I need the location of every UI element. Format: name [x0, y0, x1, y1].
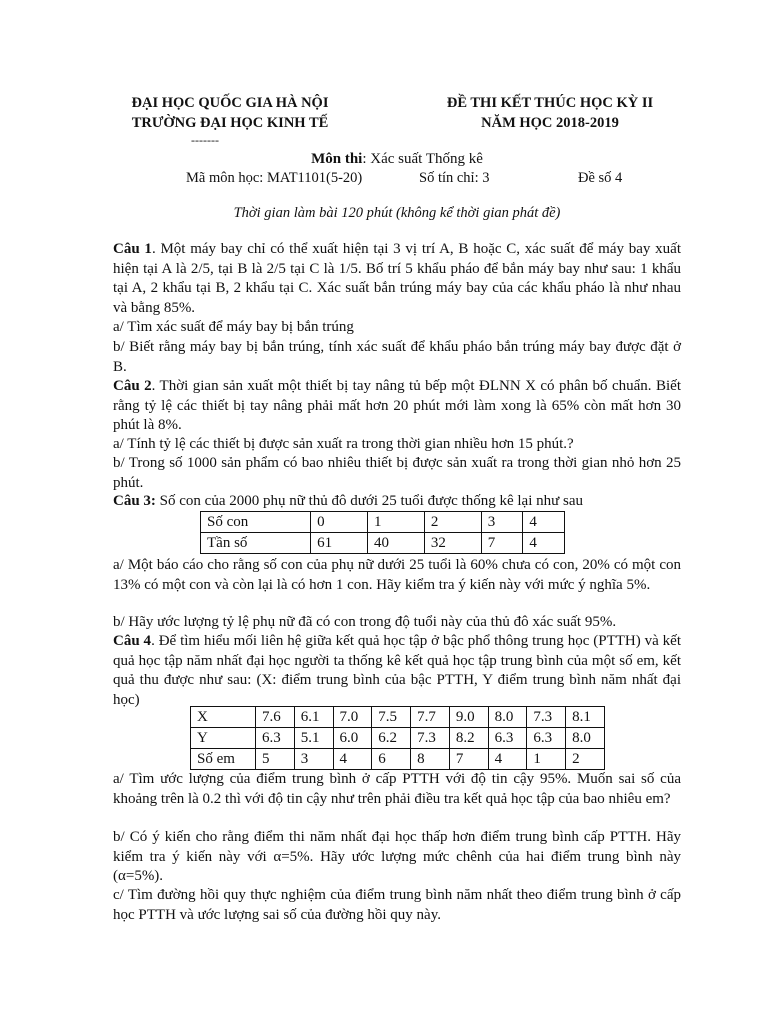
- table-cell: Tần số: [201, 533, 311, 554]
- question-3a: a/ Một báo cáo cho rằng số con của phụ nữ dưới 25 tuổi là 60% chưa có con, 20% có một con 13% có một con và còn lại là có hơn 1 con. Hãy kiểm tra ý kiến này với mức ý nghĩa 5%.: [113, 557, 681, 593]
- table-cell: Số em: [191, 749, 256, 770]
- table-cell: 7.0: [333, 707, 372, 728]
- table-cell: 7.7: [411, 707, 450, 728]
- table-cell: 3: [481, 512, 523, 533]
- table-cell: 32: [424, 533, 481, 554]
- table-row: [201, 533, 565, 554]
- question-2a: a/ Tính tỷ lệ các thiết bị được sản xuất ra trong thời gian nhiều hơn 15 phút.?: [113, 436, 574, 452]
- table-cell: 2: [424, 512, 481, 533]
- table-cell: 8.0: [488, 707, 527, 728]
- table-cell: 6.2: [372, 728, 411, 749]
- table-cell: 4: [523, 512, 565, 533]
- table-cell: 4: [488, 749, 527, 770]
- table-row: [201, 512, 565, 533]
- question-2-label: Câu 2: [113, 378, 152, 394]
- table-cell: Y: [191, 728, 256, 749]
- question-1-intro: [113, 240, 681, 318]
- table-cell: 1: [368, 512, 425, 533]
- table-cell: 7.3: [411, 728, 450, 749]
- credits: Số tín chỉ: 3: [419, 170, 490, 186]
- table-cell: X: [191, 707, 256, 728]
- table-cell: 6.3: [256, 728, 295, 749]
- table-row: [191, 728, 605, 749]
- time-note: Thời gian làm bài 120 phút (không kể thời gian phát đề): [233, 205, 561, 221]
- table-cell: 40: [368, 533, 425, 554]
- table-cell: 8.0: [566, 728, 605, 749]
- question-2b: b/ Trong số 1000 sản phẩm có bao nhiêu thiết bị được sản xuất ra trong thời gian nhỏ hơn 25 phút.: [113, 455, 681, 491]
- question-1a: a/ Tìm xác suất để máy bay bị bắn trúng: [113, 319, 354, 335]
- course-code: Mã môn học: MAT1101(5-20): [186, 170, 363, 186]
- question-4a: a/ Tìm ước lượng của điểm trung bình ở cấp PTTH với độ tin cậy 95%. Muốn sai số của khoảng trên là 0.2 thì với độ tin cậy như trên phải điều tra kết quả học tập của bao nhiêu em?: [113, 771, 681, 807]
- table-cell: 6.0: [333, 728, 372, 749]
- question-1-label: Câu 1: [113, 241, 152, 257]
- question-3b: b/ Hãy ước lượng tỷ lệ phụ nữ đã có con trong độ tuổi này của thủ đô xác suất 95%.: [113, 614, 617, 630]
- question-2-intro: [113, 377, 681, 436]
- table-cell: 7: [481, 533, 523, 554]
- subject-label: Môn thi: [311, 151, 363, 167]
- table-cell: 7: [449, 749, 488, 770]
- question-3-text: Số con của 2000 phụ nữ thủ đô dưới 25 tuổi được thống kê lại như sau: [155, 493, 584, 509]
- question-3-label: Câu 3:: [113, 493, 156, 509]
- table-cell: 8.1: [566, 707, 605, 728]
- table-cell: 6.3: [488, 728, 527, 749]
- table-cell: 8.2: [449, 728, 488, 749]
- table-cell: 1: [527, 749, 566, 770]
- children-frequency-table: [200, 511, 565, 554]
- table-cell: Số con: [201, 512, 311, 533]
- question-4-label: Câu 4: [113, 633, 152, 649]
- table-cell: 5.1: [294, 728, 333, 749]
- table-cell: 3: [294, 749, 333, 770]
- question-4c: c/ Tìm đường hồi quy thực nghiệm của điểm trung bình năm nhất theo điểm trung bình ở cấp học PTTH và ước lượng sai số của đường hồi quy này.: [113, 887, 681, 923]
- table-cell: 6.3: [527, 728, 566, 749]
- table-cell: 8: [411, 749, 450, 770]
- question-3-intro: [113, 492, 681, 512]
- question-4-intro: [113, 632, 681, 710]
- question-2-text: . Thời gian sản xuất một thiết bị tay nâng tủ bếp một ĐLNN X có phân bố chuẩn. Biết rằng tỷ lệ các thiết bị tay nâng phải mất hơn 20 phút mới làm xong là 65% còn mất hơn 30 phút là 8%.: [113, 378, 681, 433]
- question-4-text: . Để tìm hiểu mối liên hệ giữa kết quả học tập ở bậc phổ thông trung học (PTTH) và kết quả học tập năm nhất đại học người ta thống kê kết quả học tập trung bình của một số em, kết quả thu được như sau: (X: điểm trung bình của bậc PTTH, Y điểm trung bình năm nhất đại học): [113, 633, 681, 708]
- academic-year: NĂM HỌC 2018-2019: [481, 115, 619, 131]
- table-cell: 6: [372, 749, 411, 770]
- table-cell: 9.0: [449, 707, 488, 728]
- question-1-text: . Một máy bay chỉ có thể xuất hiện tại 3 vị trí A, B hoặc C, xác suất để máy bay xuất hiện tại A là 2/5, tại B là 2/5 tại C là 1/5. Bố trí 5 khẩu pháo để bắn máy bay như sau: 1 khẩu tại A, 2 khẩu tại B, 2 khẩu tại C. Xác suất bắn trúng máy bay của các khẩu pháo là như nhau và bằng 85%.: [113, 241, 681, 316]
- exam-number: Đề số 4: [578, 170, 623, 186]
- table-row: [191, 749, 605, 770]
- table-cell: 2: [566, 749, 605, 770]
- xy-score-table: [190, 706, 605, 770]
- table-cell: 0: [311, 512, 368, 533]
- question-1b: b/ Biết rằng máy bay bị bắn trúng, tính xác suất để khẩu pháo bắn trúng máy bay được đặt ở B.: [113, 339, 681, 375]
- school-name: TRƯỜNG ĐẠI HỌC KINH TẾ: [131, 115, 329, 131]
- table-row: [191, 707, 605, 728]
- question-4b: b/ Có ý kiến cho rằng điểm thi năm nhất đại học thấp hơn điểm trung bình cấp PTTH. Hãy kiểm tra ý kiến này với α=5%. Hãy ước lượng mức chênh của hai điểm trung bình này (α=5%).: [113, 829, 681, 884]
- table-cell: 7.6: [256, 707, 295, 728]
- table-cell: 5: [256, 749, 295, 770]
- table-cell: 4: [523, 533, 565, 554]
- table-cell: 4: [333, 749, 372, 770]
- university-name: ĐẠI HỌC QUỐC GIA HÀ NỘI: [131, 95, 329, 111]
- table-cell: 7.3: [527, 707, 566, 728]
- table-cell: 6.1: [294, 707, 333, 728]
- exam-title: ĐỀ THI KẾT THÚC HỌC KỲ II: [446, 95, 654, 111]
- subject-value: : Xác suất Thống kê: [362, 151, 483, 167]
- table-cell: 7.5: [372, 707, 411, 728]
- header-divider: -------: [191, 133, 219, 147]
- subject-line: [113, 151, 681, 168]
- table-cell: 61: [311, 533, 368, 554]
